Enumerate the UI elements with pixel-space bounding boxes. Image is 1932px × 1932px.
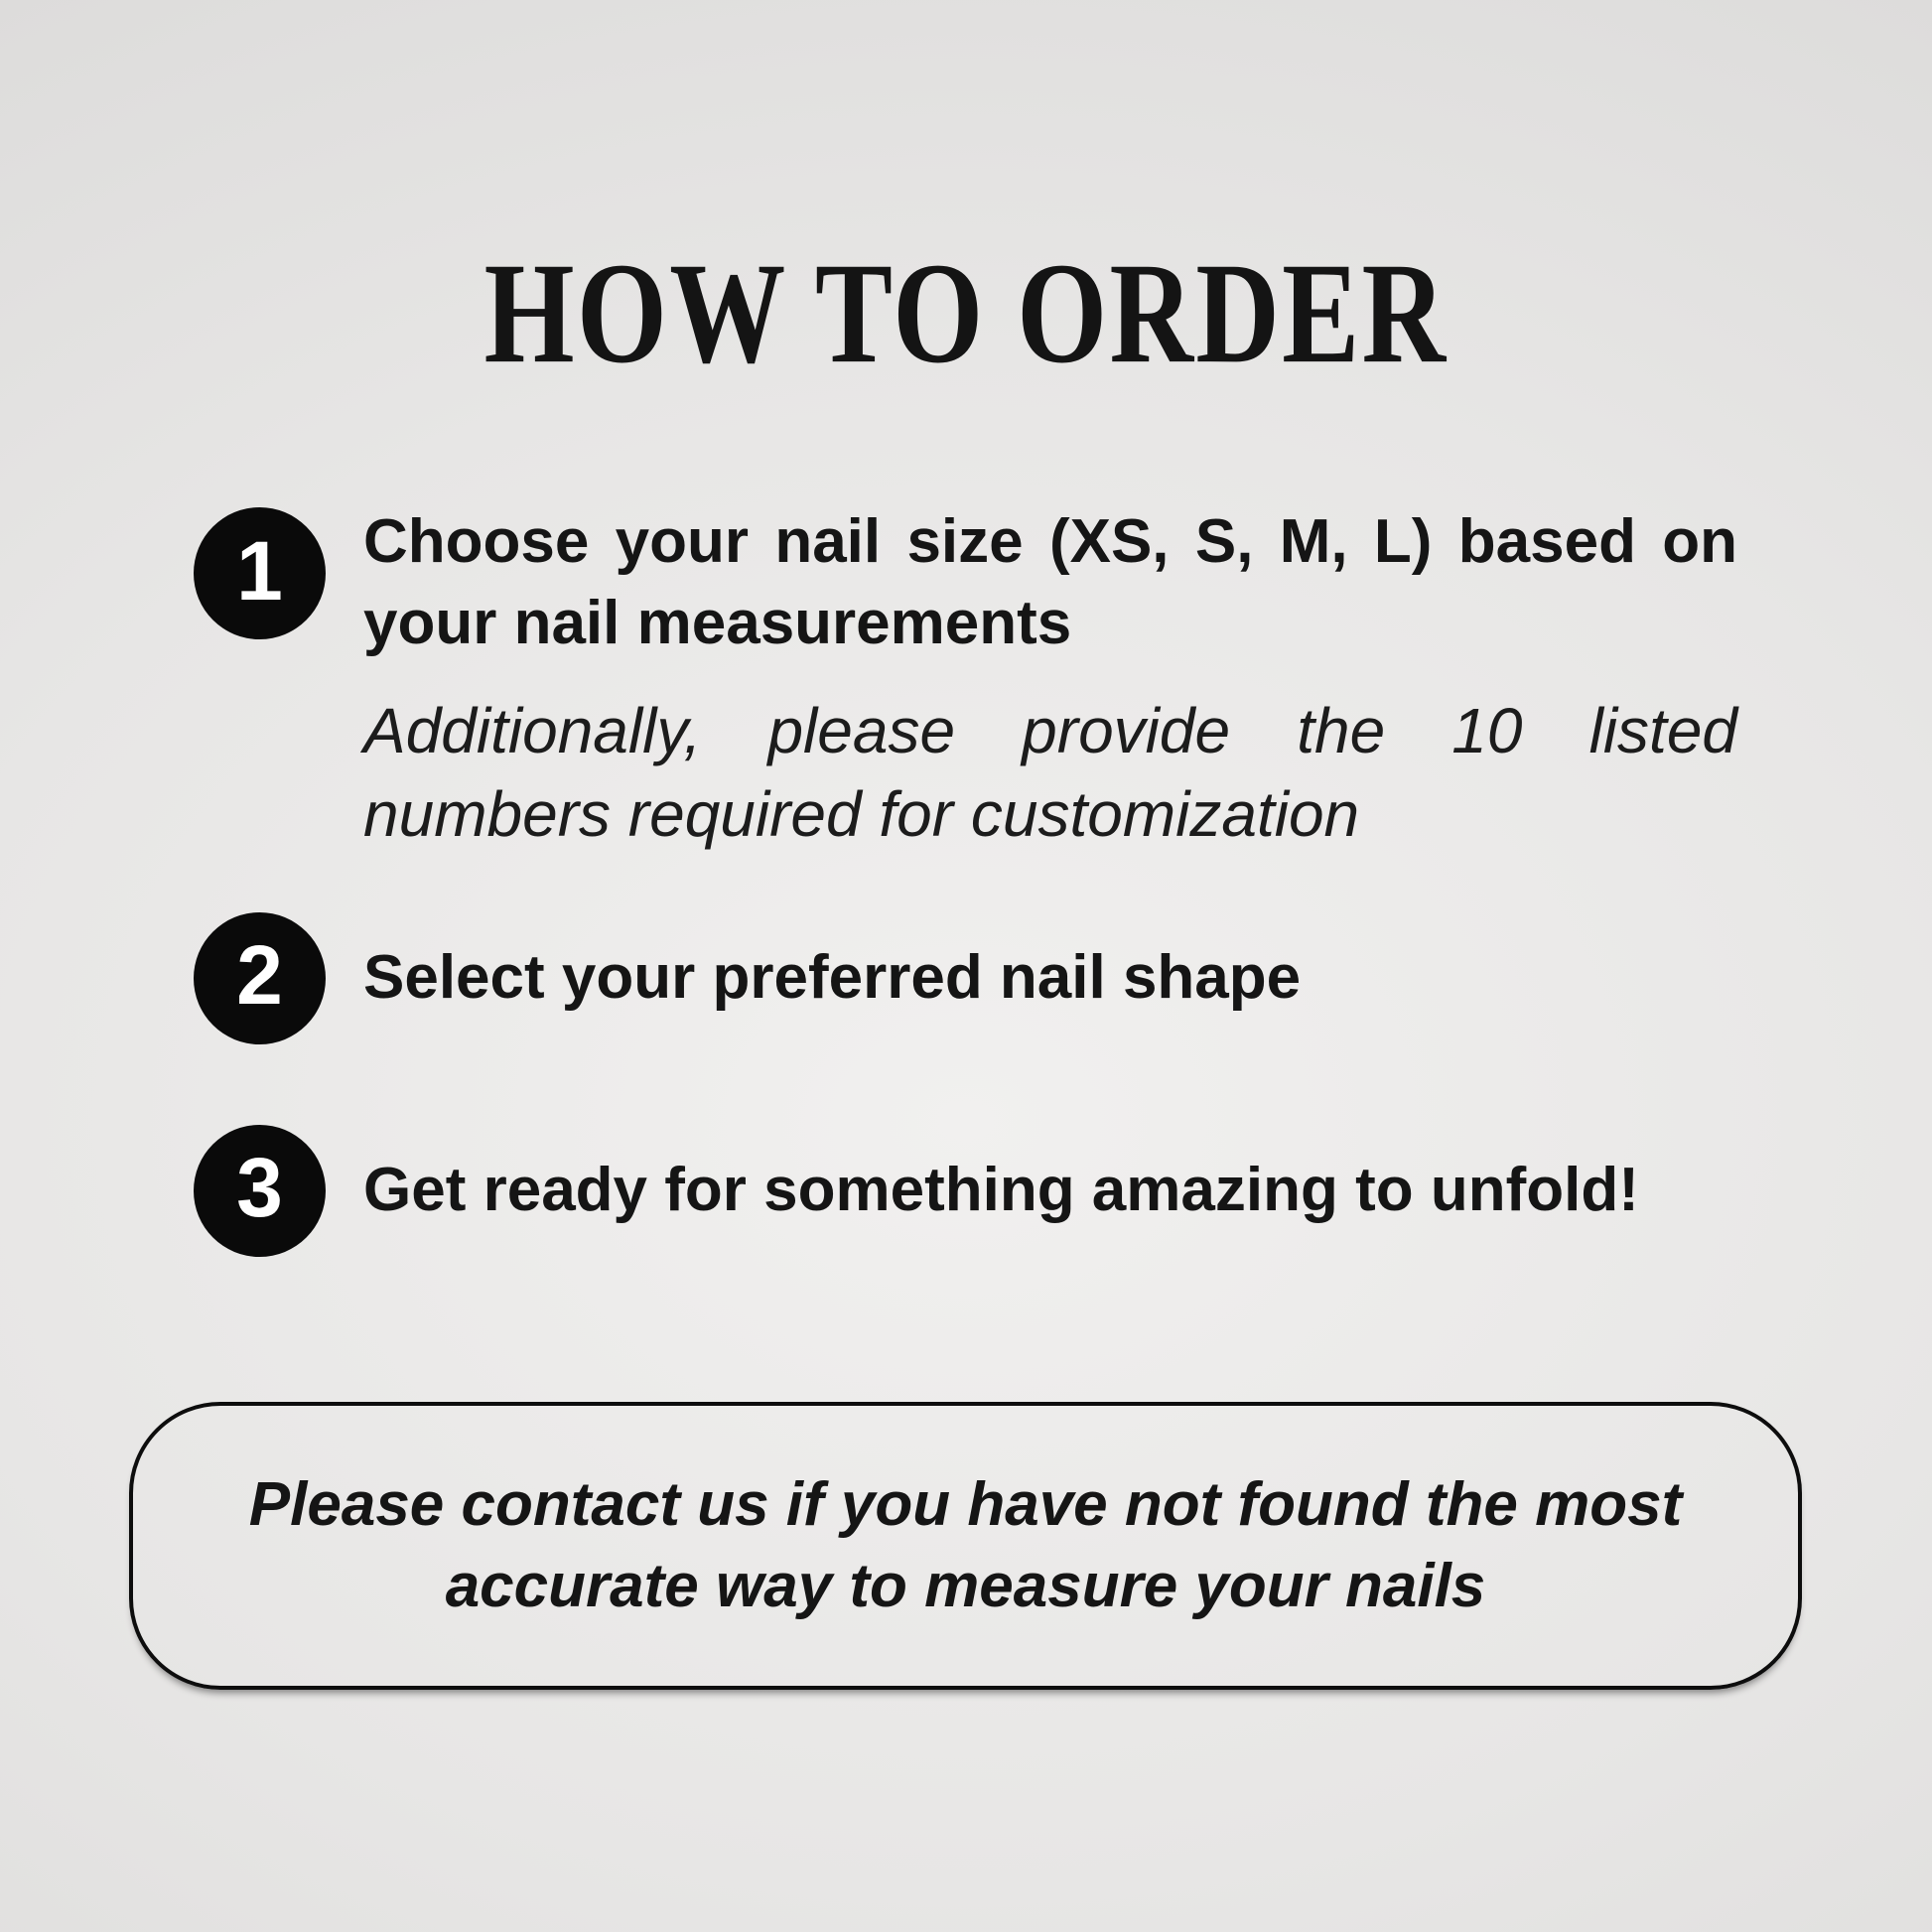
page-title: HOW TO ORDER (483, 233, 1449, 394)
step-2-number: 2 (236, 928, 283, 1022)
step-item-1 (194, 501, 1737, 664)
step-1-number-badge (194, 507, 326, 639)
step-item-2 (194, 911, 1737, 1044)
contact-note-box (129, 1402, 1802, 1690)
step-1-note: Additionally, please provide the 10 listed numbers required for customization (363, 695, 1737, 850)
step-1-text: Choose your nail size (XS, S, M, L) based on your nail measurements (363, 507, 1737, 657)
step-3-text: Get ready for something amazing to unfold! (363, 1156, 1639, 1224)
step-1-number: 1 (236, 523, 283, 618)
step-3-number-badge (194, 1125, 326, 1257)
step-2-number-badge (194, 912, 326, 1044)
step-3-number: 3 (236, 1141, 283, 1234)
step-2-text: Select your preferred nail shape (363, 943, 1302, 1012)
contact-note-text: Please contact us if you have not found the most accurate way to measure your nails (248, 1470, 1683, 1620)
step-item-3 (194, 1124, 1737, 1257)
